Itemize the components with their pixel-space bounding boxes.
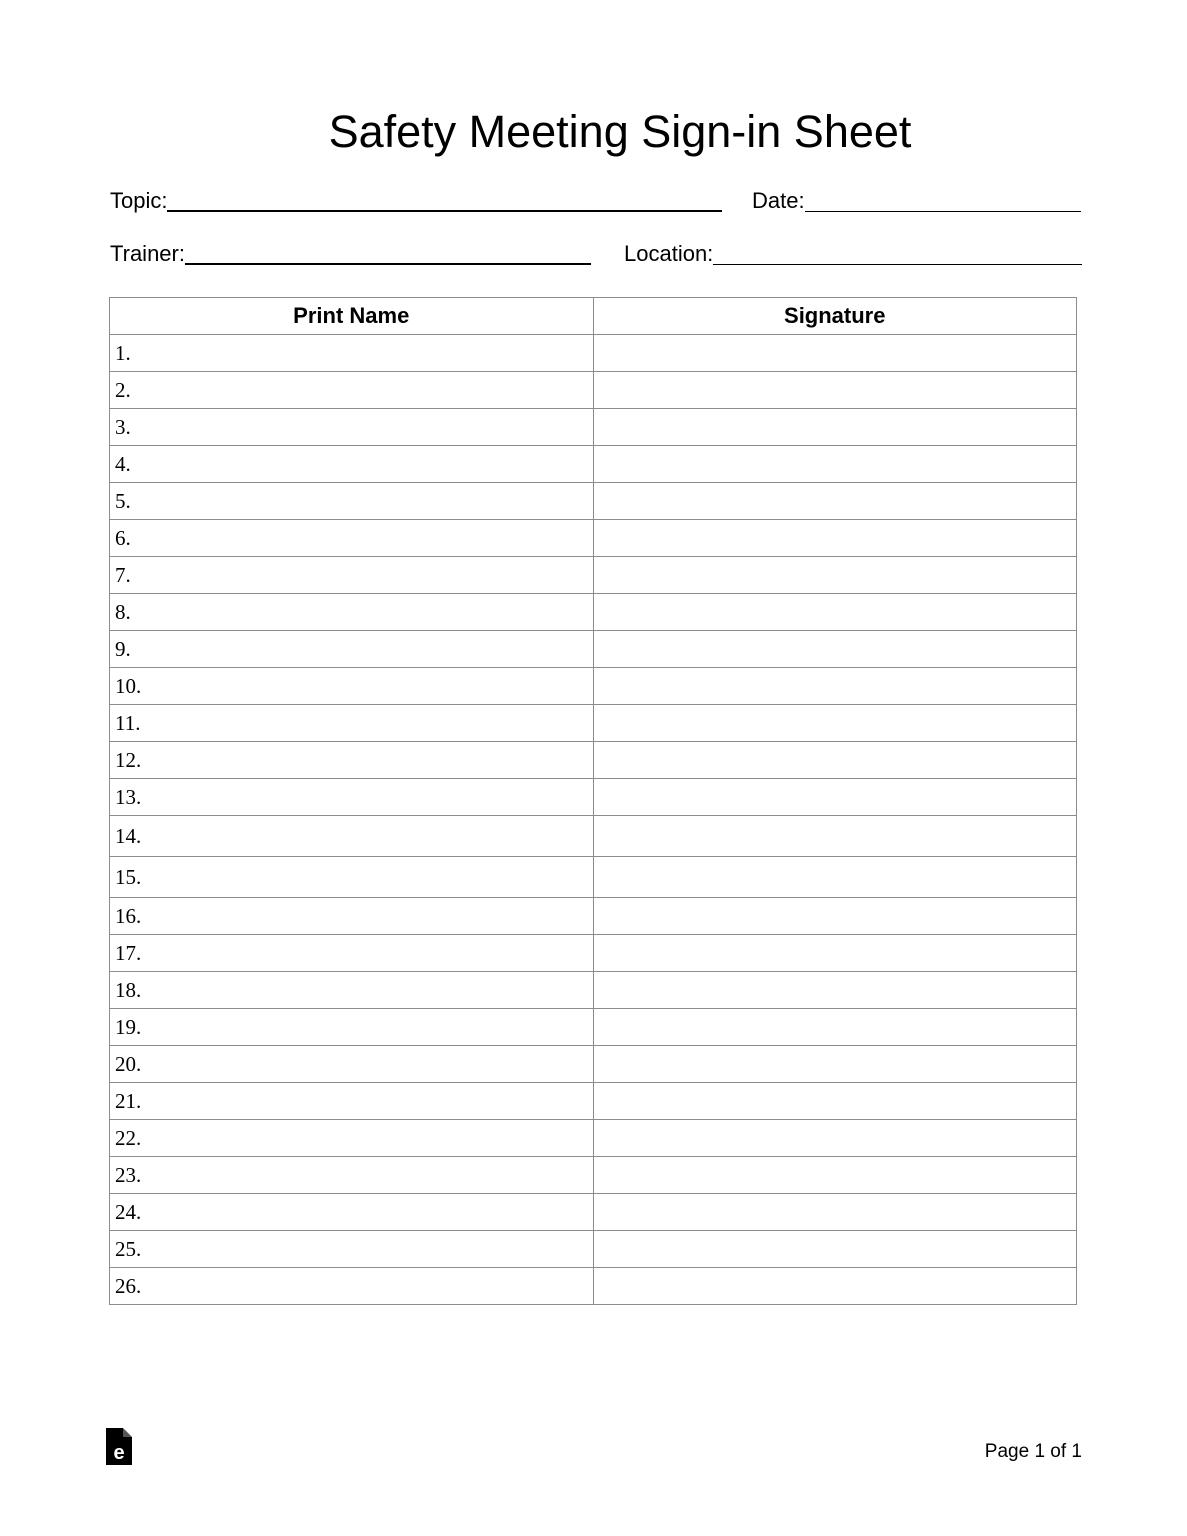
- print-name-cell[interactable]: 21.: [110, 1083, 594, 1120]
- table-row: [110, 1009, 1077, 1046]
- print-name-cell[interactable]: 12.: [110, 742, 594, 779]
- signature-cell[interactable]: [593, 1046, 1077, 1083]
- topic-label: Topic:: [110, 188, 168, 213]
- signature-cell[interactable]: [593, 668, 1077, 705]
- table-row: [110, 446, 1077, 483]
- table-row: [110, 705, 1077, 742]
- print-name-cell[interactable]: 19.: [110, 1009, 594, 1046]
- print-name-cell[interactable]: 18.: [110, 972, 594, 1009]
- table-row: [110, 483, 1077, 520]
- table-row: [110, 1231, 1077, 1268]
- signature-cell[interactable]: [593, 742, 1077, 779]
- signature-cell[interactable]: [593, 446, 1077, 483]
- signature-cell[interactable]: [593, 1157, 1077, 1194]
- print-name-cell[interactable]: 9.: [110, 631, 594, 668]
- signature-cell[interactable]: [593, 1231, 1077, 1268]
- table-row: [110, 372, 1077, 409]
- svg-text:e: e: [113, 1442, 125, 1464]
- print-name-cell[interactable]: 22.: [110, 1120, 594, 1157]
- date-input-line[interactable]: [805, 211, 1081, 212]
- table-row: [110, 409, 1077, 446]
- signature-cell[interactable]: [593, 972, 1077, 1009]
- signature-cell[interactable]: [593, 557, 1077, 594]
- table-header-row: [110, 298, 1077, 335]
- print-name-cell[interactable]: 13.: [110, 779, 594, 816]
- signature-cell[interactable]: [593, 935, 1077, 972]
- table-row: [110, 1157, 1077, 1194]
- signature-cell[interactable]: [593, 372, 1077, 409]
- signature-cell[interactable]: [593, 520, 1077, 557]
- signature-cell[interactable]: [593, 631, 1077, 668]
- print-name-cell[interactable]: 5.: [110, 483, 594, 520]
- table-row: [110, 1046, 1077, 1083]
- print-name-cell[interactable]: 25.: [110, 1231, 594, 1268]
- print-name-cell[interactable]: 3.: [110, 409, 594, 446]
- print-name-cell[interactable]: 7.: [110, 557, 594, 594]
- table-row: [110, 898, 1077, 935]
- table-row: [110, 1120, 1077, 1157]
- page-title: Safety Meeting Sign-in Sheet: [328, 106, 912, 157]
- signature-cell[interactable]: [593, 816, 1077, 857]
- table-row: [110, 1268, 1077, 1305]
- topic-input-line[interactable]: [167, 210, 722, 212]
- signature-cell[interactable]: [593, 898, 1077, 935]
- date-field[interactable]: [752, 188, 1081, 214]
- signature-cell[interactable]: [593, 483, 1077, 520]
- print-name-cell[interactable]: 2.: [110, 372, 594, 409]
- table-row: [110, 816, 1077, 857]
- page-number: Page 1 of 1: [984, 1441, 1082, 1462]
- table-row: [110, 557, 1077, 594]
- print-name-cell[interactable]: 8.: [110, 594, 594, 631]
- signin-table: [109, 297, 1077, 1305]
- table-row: [110, 335, 1077, 372]
- print-name-cell[interactable]: 14.: [110, 816, 594, 857]
- print-name-cell[interactable]: 20.: [110, 1046, 594, 1083]
- signature-cell[interactable]: [593, 1268, 1077, 1305]
- print-name-cell[interactable]: 26.: [110, 1268, 594, 1305]
- print-name-cell[interactable]: 6.: [110, 520, 594, 557]
- signature-cell[interactable]: [593, 779, 1077, 816]
- table-row: [110, 935, 1077, 972]
- table-row: [110, 668, 1077, 705]
- table-row: [110, 857, 1077, 898]
- print-name-header: Print Name: [110, 298, 594, 335]
- signature-cell[interactable]: [593, 594, 1077, 631]
- table-row: [110, 520, 1077, 557]
- table-row: [110, 1194, 1077, 1231]
- print-name-cell[interactable]: 24.: [110, 1194, 594, 1231]
- trainer-field[interactable]: [110, 241, 591, 267]
- signature-header: Signature: [593, 298, 1077, 335]
- signature-cell[interactable]: [593, 335, 1077, 372]
- print-name-cell[interactable]: 11.: [110, 705, 594, 742]
- document-e-icon: [106, 1428, 132, 1465]
- signature-cell[interactable]: [593, 1120, 1077, 1157]
- table-row: [110, 972, 1077, 1009]
- signature-cell[interactable]: [593, 857, 1077, 898]
- print-name-cell[interactable]: 15.: [110, 857, 594, 898]
- signature-cell[interactable]: [593, 1194, 1077, 1231]
- location-input-line[interactable]: [713, 264, 1082, 265]
- table-body: [110, 335, 1077, 1305]
- table-row: [110, 594, 1077, 631]
- table-row: [110, 779, 1077, 816]
- print-name-cell[interactable]: 23.: [110, 1157, 594, 1194]
- table-row: [110, 631, 1077, 668]
- date-label: Date:: [752, 188, 805, 213]
- print-name-cell[interactable]: 4.: [110, 446, 594, 483]
- signature-cell[interactable]: [593, 1009, 1077, 1046]
- trainer-label: Trainer:: [110, 241, 185, 266]
- trainer-input-line[interactable]: [185, 263, 591, 265]
- print-name-cell[interactable]: 16.: [110, 898, 594, 935]
- signature-cell[interactable]: [593, 705, 1077, 742]
- print-name-cell[interactable]: 1.: [110, 335, 594, 372]
- table-row: [110, 742, 1077, 779]
- location-field[interactable]: [624, 241, 1082, 267]
- table-row: [110, 1083, 1077, 1120]
- signature-cell[interactable]: [593, 1083, 1077, 1120]
- topic-field[interactable]: [110, 188, 722, 214]
- print-name-cell[interactable]: 10.: [110, 668, 594, 705]
- signature-cell[interactable]: [593, 409, 1077, 446]
- location-label: Location:: [624, 241, 714, 266]
- print-name-cell[interactable]: 17.: [110, 935, 594, 972]
